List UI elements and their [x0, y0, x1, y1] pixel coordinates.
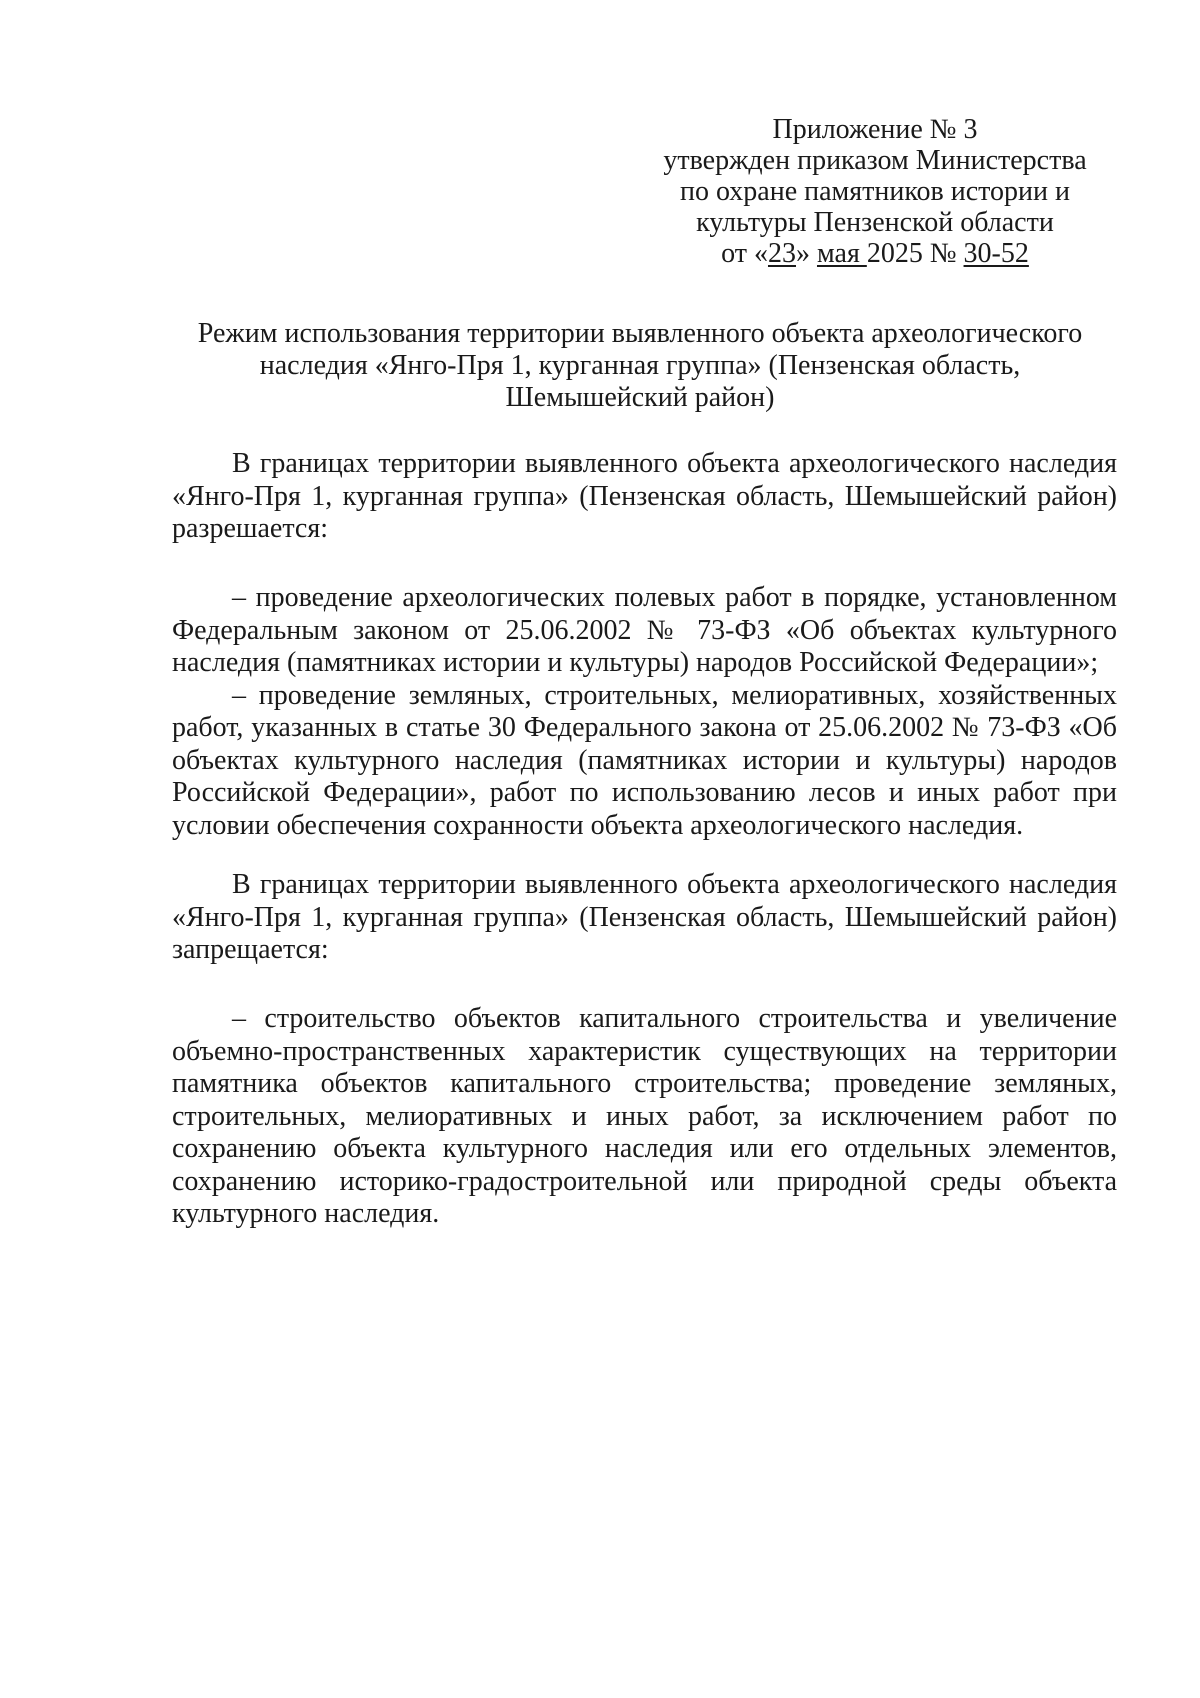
- date-prefix: от «: [721, 238, 768, 269]
- title-line-3: Шемышейский район): [505, 382, 775, 413]
- permitted-intro: В границах территории выявленного объекта археологического наследия «Янго-Пря 1, курганная группа» (Пензенская область, Шемышейский район) разрешается:: [172, 448, 1117, 544]
- annex-approval-line: утвержден приказом Министерства: [663, 145, 1087, 176]
- prohibited-intro-block: [172, 869, 1117, 967]
- annex-date-line: [640, 238, 1110, 269]
- order-number: 30-52: [963, 238, 1029, 269]
- date-day: 23: [767, 238, 796, 269]
- permitted-intro-block: [172, 448, 1117, 546]
- document-title: [180, 318, 1100, 414]
- title-line-1: Режим использования территории выявленного объекта археологического: [197, 318, 1083, 349]
- prohibited-list: [172, 1003, 1117, 1231]
- date-mid: »: [795, 238, 817, 269]
- annex-ministry-line: по охране памятников истории и: [680, 176, 1070, 207]
- prohibited-intro: В границах территории выявленного объекта археологического наследия «Янго-Пря 1, курганная группа» (Пензенская область, Шемышейский район) запрещается:: [172, 869, 1117, 965]
- date-month: мая: [816, 238, 867, 269]
- permitted-list: [172, 582, 1117, 842]
- permitted-item-2: – проведение земляных, строительных, мелиоративных, хозяйственных работ, указанных в статье 30 Федерального закона от 25.06.2002 № 73-ФЗ «Об объектах культурного наследия (памятниках истории и культуры) народов Российской Федерации», работ по использованию лесов и иных работ при условии обеспечения сохранности объекта археологического наследия.: [172, 679, 1117, 841]
- prohibited-item-1: – строительство объектов капитального строительства и увеличение объемно-пространственных характеристик существующих на территории памятника объектов капитального строительства; проведение земляных, строительных, мелиоративных и иных работ, за исключением работ по сохранению объекта культурного наследия или его отдельных элементов, сохранению историко-градостроительной или природной среды объекта культурного наследия.: [172, 1003, 1117, 1229]
- date-year: 2025 №: [866, 238, 964, 269]
- title-line-2: наследия «Янго-Пря 1, курганная группа» (Пензенская область,: [259, 350, 1021, 381]
- permitted-item-1: – проведение археологических полевых работ в порядке, установленном Федеральным законом от 25.06.2002 № 73-ФЗ «Об объектах культурного наследия (памятниках истории и культуры) народов Российской Федерации»;: [172, 582, 1117, 678]
- annex-number: Приложение № 3: [772, 114, 978, 145]
- annex-region-line: культуры Пензенской области: [696, 207, 1054, 238]
- annex-header: [640, 114, 1110, 269]
